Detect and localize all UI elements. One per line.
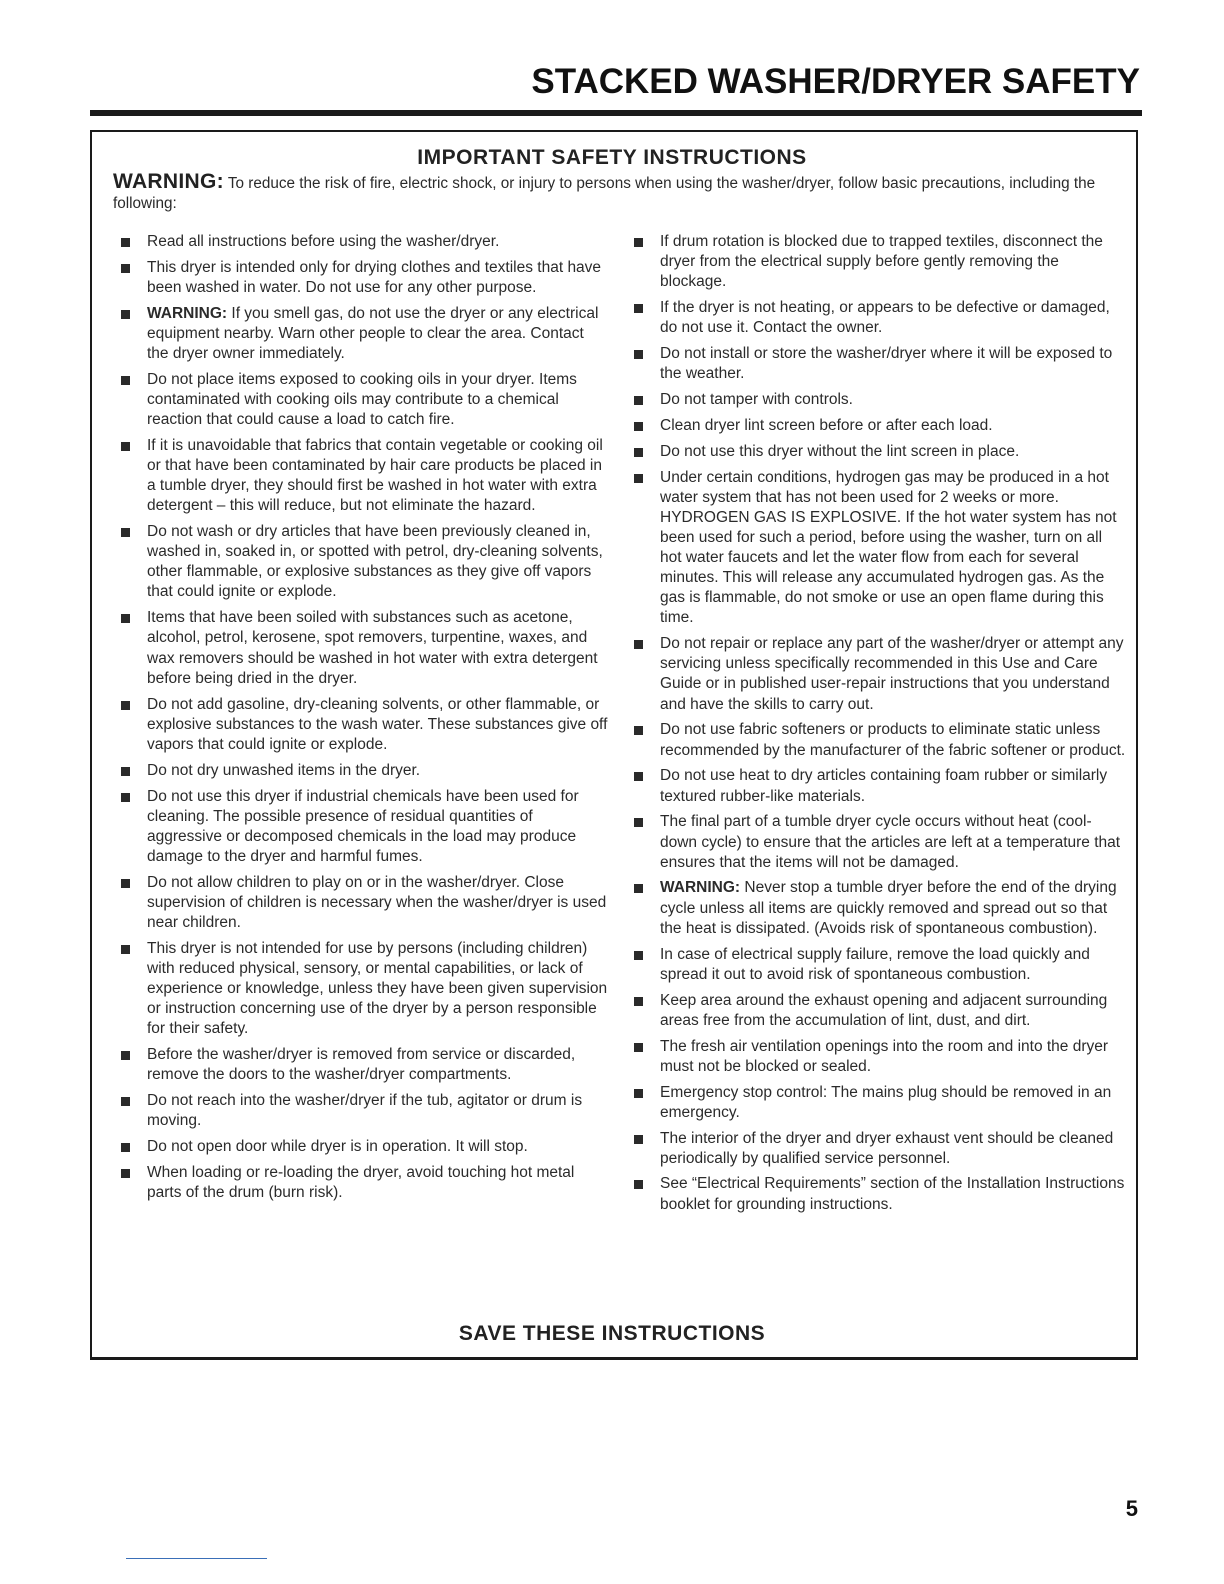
list-item [632, 390, 1127, 410]
save-instructions: SAVE THESE INSTRUCTIONS [458, 1322, 766, 1345]
bullet-icon [121, 1143, 130, 1152]
item-text: If you smell gas, do not use the dryer or any electrical equipment nearby. Warn other people to clear the area. Contact the dryer owner immediately. [147, 304, 599, 363]
bullet-icon [634, 238, 643, 247]
item-text: In case of electrical supply failure, remove the load quickly and spread it out to avoid risk of spontaneous combustion. [660, 945, 1090, 983]
bullet-icon [121, 614, 130, 623]
bullet-icon [121, 945, 130, 954]
bullet-icon [634, 818, 643, 827]
item-text: Keep area around the exhaust opening and adjacent surrounding areas free from the accumulation of lint, dust, and dirt. [660, 991, 1108, 1029]
bullet-icon [121, 879, 130, 888]
bullet-icon [634, 772, 643, 781]
item-warning-label: WARNING: [147, 304, 228, 322]
bullet-icon [121, 793, 130, 802]
list-item [632, 1083, 1127, 1123]
item-text: Do not reach into the washer/dryer if the tub, agitator or drum is moving. [147, 1092, 583, 1130]
list-item [632, 232, 1127, 292]
list-item [632, 812, 1127, 872]
list-item [119, 1137, 609, 1157]
intro-paragraph [113, 172, 1113, 214]
list-item [632, 298, 1127, 338]
warning-label: WARNING: [113, 170, 224, 193]
bullet-icon [634, 1089, 643, 1098]
item-text: Do not add gasoline, dry-cleaning solvents, or other flammable, or explosive substances to the wash water. These substances give off vapors that could ignite or explode. [147, 695, 608, 753]
item-text: Do not install or store the washer/dryer where it will be exposed to the weather. [660, 345, 1113, 383]
item-text: Read all instructions before using the washer/dryer. [147, 233, 500, 250]
bullet-icon [634, 1180, 643, 1189]
item-warning-label: WARNING: [660, 879, 741, 897]
item-text: Do not use fabric softeners or products to eliminate static unless recommended by the manufacturer of the fabric softener or product. [660, 721, 1126, 759]
list-item [632, 991, 1127, 1031]
page-title: STACKED WASHER/DRYER SAFETY [531, 62, 1140, 101]
bullet-icon [634, 640, 643, 649]
box-heading: IMPORTANT SAFETY INSTRUCTIONS [417, 146, 807, 169]
intro-text: To reduce the risk of fire, electric shock, or injury to persons when using the washer/dryer, follow basic precautions, including the following: [113, 175, 1096, 212]
item-text: If it is unavoidable that fabrics that contain vegetable or cooking oil or that have been contaminated by hair care products be placed in a tumble dryer, they should first be washed in hot water with extra detergent – this will reduce, but not eliminate the hazard. [147, 437, 603, 515]
list-item [119, 1163, 609, 1203]
item-text: Do not dry unwashed items in the dryer. [147, 761, 421, 779]
item-text: The interior of the dryer and dryer exhaust vent should be cleaned periodically by qualified service personnel. [660, 1129, 1114, 1167]
item-text: The fresh air ventilation openings into the room and into the dryer must not be blocked or sealed. [660, 1037, 1109, 1075]
list-item [119, 873, 609, 933]
list-item [119, 1045, 609, 1085]
item-text: This dryer is intended only for drying clothes and textiles that have been washed in water. Do not use for any other purpose. [147, 258, 602, 296]
item-text: Do not use this dryer if industrial chemicals have been used for cleaning. The possible presence of residual quantities of aggressive or decomposed chemicals in the load may produce damage to the dryer and harmful fumes. [147, 787, 579, 865]
list-item [632, 416, 1127, 436]
bullet-icon [634, 951, 643, 960]
bullet-icon [121, 238, 130, 247]
item-text: If the dryer is not heating, or appears to be defective or damaged, do not use it. Contact the owner. [660, 299, 1110, 337]
item-text: Do not open door while dryer is in operation. It will stop. [147, 1138, 528, 1155]
list-item [632, 344, 1127, 384]
item-text: Before the washer/dryer is removed from service or discarded, remove the doors to the washer/dryer compartments. [147, 1046, 576, 1084]
item-text: This dryer is not intended for use by persons (including children) with reduced physical, sensory, or mental capabilities, or lack of experience or knowledge, unless they have been given supervision or instruction concerning use of the dryer by a person responsible for their safety. [147, 939, 608, 1038]
list-item [119, 787, 609, 867]
list-item [119, 436, 609, 516]
bullet-icon [634, 422, 643, 431]
item-text: When loading or re-loading the dryer, avoid touching hot metal parts of the drum (burn risk). [147, 1163, 575, 1201]
list-item [632, 634, 1127, 714]
list-item [119, 939, 609, 1039]
item-text: If drum rotation is blocked due to trapped textiles, disconnect the dryer from the electrical supply before gently removing the blockage. [660, 233, 1103, 291]
bullet-icon [634, 350, 643, 359]
list-item [632, 1037, 1127, 1077]
list-item [632, 1174, 1127, 1214]
item-text: Emergency stop control: The mains plug should be removed in an emergency. [660, 1083, 1112, 1121]
list-item [119, 258, 609, 298]
right-column [632, 232, 1127, 1220]
item-text: Do not use heat to dry articles containing foam rubber or similarly textured rubber-like materials. [660, 767, 1108, 805]
list-item [632, 1129, 1127, 1169]
list-item [119, 1091, 609, 1131]
bullet-icon [634, 448, 643, 457]
bullet-icon [121, 376, 130, 385]
list-item [119, 695, 609, 755]
item-text: Never stop a tumble dryer before the end of the drying cycle unless all items are quickly removed and spread out so that the heat is dissipated. (Avoids risk of spontaneous combustion). [660, 879, 1117, 937]
list-item [119, 304, 609, 364]
left-column [119, 232, 609, 1209]
item-text: Do not repair or replace any part of the washer/dryer or attempt any servicing unless specifically recommended in this Use and Care Guide or in published user-repair instructions that you understand and have the skills to carry out. [660, 635, 1124, 713]
bullet-icon [121, 310, 130, 319]
bullet-icon [121, 442, 130, 451]
footer-line [126, 1558, 267, 1559]
item-text: Do not tamper with controls. [660, 391, 853, 409]
item-text: See “Electrical Requirements” section of the Installation Instructions booklet for grounding instructions. [660, 1175, 1125, 1213]
bullet-icon [121, 264, 130, 273]
item-text: Clean dryer lint screen before or after each load. [660, 416, 993, 434]
bullet-icon [634, 884, 643, 893]
page-number: 5 [1125, 1496, 1138, 1521]
list-item [119, 608, 609, 688]
list-item [119, 232, 609, 252]
bullet-icon [121, 1097, 130, 1106]
bullet-icon [121, 1169, 130, 1178]
bullet-icon [121, 701, 130, 710]
bullet-icon [634, 304, 643, 313]
list-item [632, 468, 1127, 629]
item-text: Do not allow children to play on or in the washer/dryer. Close supervision of children is necessary when the washer/dryer is used near children. [147, 873, 607, 931]
bullet-icon [634, 1043, 643, 1052]
item-text: Items that have been soiled with substances such as acetone, alcohol, petrol, kerosene, spot removers, turpentine, waxes, and wax removers should be washed in hot water with extra detergent before being dried in the dryer. [147, 609, 598, 687]
item-text: Do not place items exposed to cooking oils in your dryer. Items contaminated with cooking oils may contribute to a chemical reaction that could cause a load to catch fire. [147, 370, 577, 429]
bullet-icon [121, 528, 130, 537]
bullet-icon [634, 997, 643, 1006]
bullet-icon [634, 726, 643, 735]
list-item [119, 370, 609, 430]
title-rule [90, 110, 1142, 116]
bullet-icon [121, 767, 130, 776]
item-text: Under certain conditions, hydrogen gas may be produced in a hot water system that has not been used for 2 weeks or more. HYDROGEN GAS IS EXPLOSIVE. If the hot water system has not been used for such a period, before using the washer, turn on all hot water faucets and let the water flow from each for several minutes. This will release any accumulated hydrogen gas. As the gas is flammable, do not smoke or use an open flame during this time. [660, 468, 1117, 627]
bullet-icon [634, 396, 643, 405]
bullet-icon [634, 474, 643, 483]
bullet-icon [121, 1051, 130, 1060]
list-item [119, 761, 609, 781]
list-item [632, 720, 1127, 760]
list-item [119, 522, 609, 602]
bullet-icon [634, 1135, 643, 1144]
list-item [632, 442, 1127, 462]
item-text: The final part of a tumble dryer cycle occurs without heat (cool-down cycle) to ensure that the articles are left at a temperature that ensures that the items will not be damaged. [660, 813, 1121, 871]
list-item [632, 878, 1127, 938]
list-item [632, 945, 1127, 985]
list-item [632, 766, 1127, 806]
item-text: Do not wash or dry articles that have been previously cleaned in, washed in, soaked in, or spotted with petrol, dry-cleaning solvents, other flammable, or explosive substances as they give off vapors that could ignite or explode. [147, 523, 603, 601]
item-text: Do not use this dryer without the lint screen in place. [660, 442, 1020, 460]
